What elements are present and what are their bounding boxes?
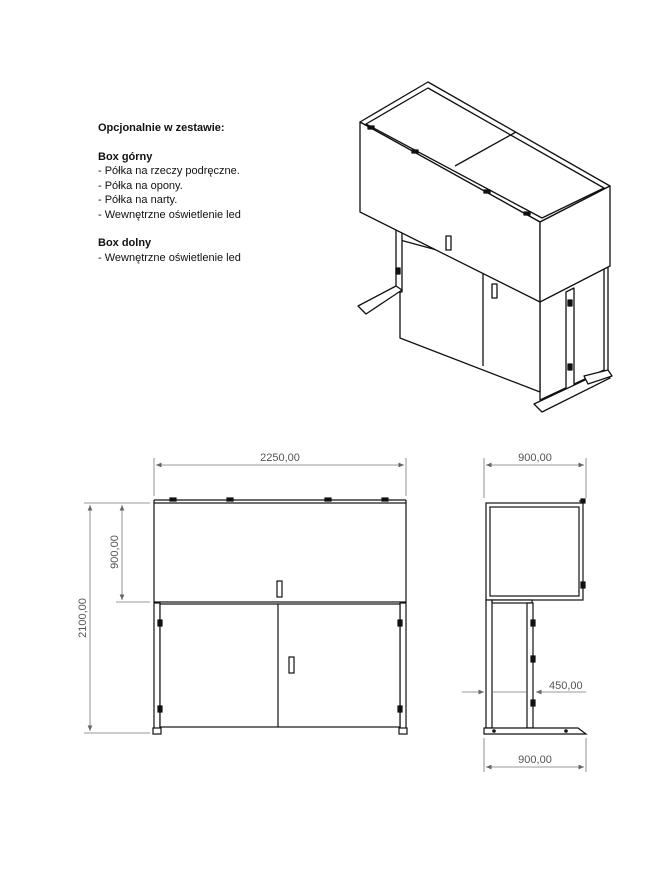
lower-box-item: - Wewnętrzne oświetlenie led xyxy=(98,251,241,264)
side-base-foot xyxy=(484,728,586,734)
iso-hinge xyxy=(368,126,374,129)
side-hinge xyxy=(531,700,535,706)
iso-hinge xyxy=(568,364,572,370)
front-hinge xyxy=(170,498,176,501)
upper-box-item: - Półka na rzeczy podręczne. xyxy=(98,165,240,177)
upper-box-item: - Półka na opony. xyxy=(98,179,183,192)
side-hinge xyxy=(531,656,535,662)
front-hinge xyxy=(325,498,331,501)
iso-hinge xyxy=(568,300,572,306)
side-upper-box-inner xyxy=(490,507,579,596)
lower-box-heading: Box dolny xyxy=(98,237,152,249)
front-view xyxy=(153,498,407,734)
iso-lower-handle xyxy=(492,284,497,298)
upper-box-item: - Półka na narty. xyxy=(98,194,178,206)
front-right-foot xyxy=(399,728,407,734)
front-hinge xyxy=(158,706,162,712)
front-lower-box xyxy=(160,604,400,727)
side-hinge xyxy=(531,620,535,626)
iso-hinge xyxy=(524,212,530,215)
side-base-depth-label: 900,00 xyxy=(518,754,552,766)
side-rear-leg xyxy=(486,600,492,728)
side-base-bolt xyxy=(493,730,495,732)
front-lower-handle xyxy=(289,657,294,673)
front-left-foot xyxy=(153,728,161,734)
front-upper-handle xyxy=(277,581,282,597)
side-base-bolt xyxy=(565,730,567,732)
front-hinge xyxy=(227,498,233,501)
front-width-label: 2250,00 xyxy=(260,452,300,464)
iso-hinge xyxy=(396,268,400,274)
iso-hinge xyxy=(484,190,490,193)
iso-left-foot xyxy=(358,286,402,314)
front-hinge xyxy=(398,620,402,626)
front-hinge xyxy=(398,706,402,712)
options-title: Opcjonalnie w zestawie: xyxy=(98,122,225,134)
front-hinge xyxy=(382,498,388,501)
upper-box-item: - Wewnętrzne oświetlenie led xyxy=(98,208,241,221)
side-view xyxy=(484,499,586,734)
side-mid-depth-label: 450,00 xyxy=(549,680,583,692)
side-hinge xyxy=(581,582,585,588)
front-hinge xyxy=(158,620,162,626)
iso-hinge xyxy=(412,150,418,153)
upper-box-height-label: 900,00 xyxy=(109,535,121,569)
isometric-view xyxy=(358,82,612,412)
front-total-height-label: 2100,00 xyxy=(77,598,89,638)
side-hinge xyxy=(581,499,585,503)
iso-upper-handle xyxy=(446,236,451,250)
upper-box-heading: Box górny xyxy=(98,150,153,163)
side-top-depth-label: 900,00 xyxy=(518,452,552,464)
side-lower-top xyxy=(492,600,532,603)
